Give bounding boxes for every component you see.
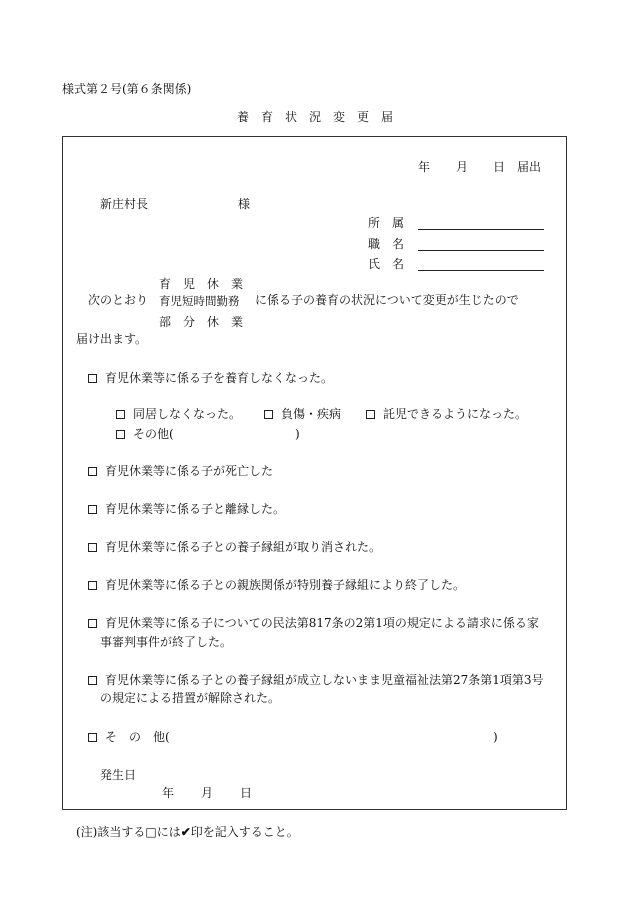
item-family-court-case-ended[interactable]: 育児休業等に係る子についての民法第817条の2第1項の規定による請求に係る家 [88, 615, 539, 631]
position-field[interactable] [418, 250, 544, 251]
item-dissolved-adoption[interactable]: 育児休業等に係る子と離縁した。 [88, 501, 285, 517]
checkbox[interactable] [116, 430, 125, 439]
box-glyph: □ [145, 825, 157, 839]
checkbox[interactable] [88, 619, 97, 628]
item-no-longer-raising[interactable]: 育児休業等に係る子を養育しなくなった。 [88, 370, 333, 386]
checkbox[interactable] [88, 581, 97, 590]
checkbox[interactable] [366, 410, 375, 419]
occurrence-month: 月 [201, 786, 214, 800]
checkbox[interactable] [88, 374, 97, 383]
checkbox[interactable] [88, 543, 97, 552]
intro-line2: 届け出ます。 [76, 332, 148, 346]
intro-suffix: に係る子の養育の状況について変更が生じたので [255, 293, 519, 307]
sub-item-injury-illness[interactable]: 負傷・疾病 [264, 406, 341, 422]
date-year: 年 [418, 160, 431, 174]
addressee-honorific: 様 [238, 197, 251, 211]
checkbox[interactable] [264, 410, 273, 419]
intro-prefix: 次のとおり [88, 293, 149, 307]
date-month: 月 [456, 160, 469, 174]
sub-item-other[interactable]: その他( [116, 426, 174, 442]
check-mark-icon: ✔ [180, 825, 191, 839]
occurrence-year: 年 [162, 786, 175, 800]
item-relationship-ended[interactable]: 育児休業等に係る子との親族関係が特別養子縁組により終了した。 [88, 577, 465, 593]
checkbox[interactable] [88, 467, 97, 476]
name-field[interactable] [418, 270, 544, 271]
sub-item-not-cohabiting[interactable]: 同居しなくなった。 [116, 406, 241, 422]
item-child-died[interactable]: 育児休業等に係る子が死亡した [88, 463, 273, 479]
item-adoption-cancelled[interactable]: 育児休業等に係る子との養子縁組が取り消された。 [88, 539, 381, 555]
item-welfare-measure-lifted-line2: の規定による措置が解除された。 [100, 691, 281, 705]
checkbox[interactable] [88, 505, 97, 514]
date-day: 日 [493, 160, 506, 174]
intro-option-partial-leave: 部 分 休 業 [159, 315, 244, 329]
intro-option-short-hours: 育児短時間勤務 [159, 294, 240, 308]
affiliation-field[interactable] [418, 229, 544, 230]
item-other[interactable]: そ の 他( [88, 729, 170, 745]
document-title: 養 育 状 況 変 更 届 [237, 110, 394, 124]
addressee-name: 新庄村長 [100, 197, 149, 211]
name-label: 氏 名 [368, 257, 405, 271]
occurrence-day: 日 [240, 786, 253, 800]
position-label: 職 名 [368, 237, 405, 251]
checkbox[interactable] [88, 733, 97, 742]
sub-item-childcare-available[interactable]: 託児できるようになった。 [366, 406, 527, 422]
occurrence-label: 発生日 [100, 768, 137, 782]
intro-option-childcare-leave: 育 児 休 業 [159, 277, 244, 291]
item-other-close: ) [493, 730, 498, 744]
item-welfare-measure-lifted[interactable]: 育児休業等に係る子との養子縁組が成立しないまま児童福祉法第27条第1項第3号 [88, 672, 544, 688]
item-family-court-case-ended-line2: 事審判事件が終了した。 [100, 635, 233, 649]
footnote: (注)該当する□には✔印を記入すること。 [76, 825, 299, 839]
affiliation-label: 所 属 [368, 216, 405, 230]
form-number: 様式第２号(第６条関係) [62, 82, 192, 96]
checkbox[interactable] [88, 676, 97, 685]
date-submit: 届出 [517, 160, 542, 174]
sub-item-other-close: ) [295, 427, 300, 441]
checkbox[interactable] [116, 410, 125, 419]
